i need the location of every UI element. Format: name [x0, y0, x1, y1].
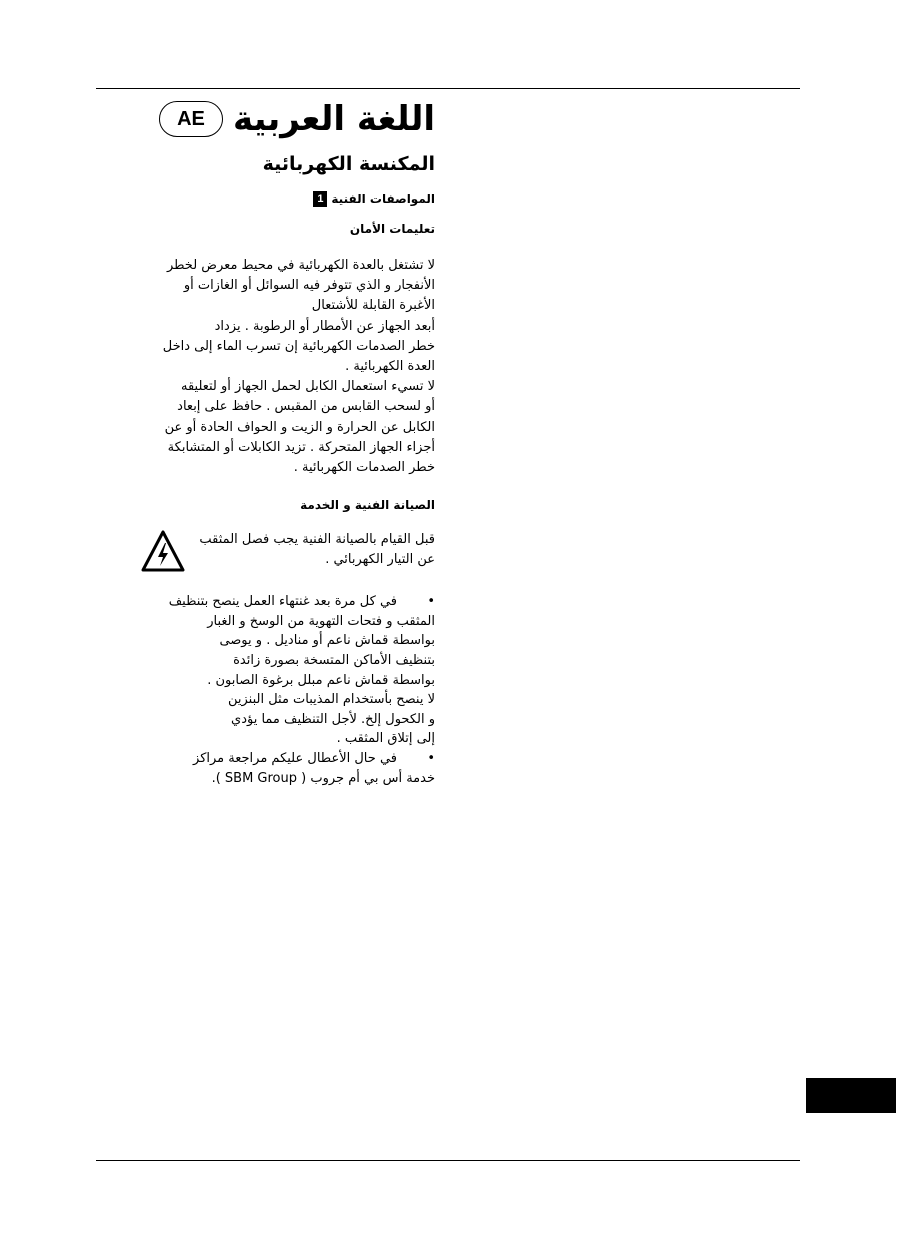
bullet-first-line: في حال الأعطال عليكم مراجعة مراكز [193, 750, 397, 766]
page-side-tab [806, 1078, 896, 1113]
safety-line: أجزاء الجهاز المتحركة . تزيد الكابلات أو المتشابكة [167, 439, 435, 455]
safety-text [130, 256, 435, 478]
safety-line: لا تشتغل بالعدة الكهربائية في محيط معرض لخطر [166, 258, 435, 273]
service-bullets [130, 592, 435, 788]
bullet-line: بواسطة قماش ناعم مبلل برغوة الصابون . [207, 672, 435, 688]
bullet-line: المثقب و فتحات التهوية من الوسخ و الغبار [207, 613, 435, 629]
bullet-line: و الكحول إلخ. لأجل التنظيف مما يؤدي [231, 711, 435, 727]
safety-line: أبعد الجهاز عن الأمطار أو الرطوبة . يزداد [214, 318, 435, 334]
bullet-item [130, 592, 435, 749]
safety-line: أو لسحب القابس من المقبس . حافظ على إبعاد [177, 399, 435, 415]
figure-number-badge: 1 [313, 191, 327, 207]
bullet-first-line: في كل مرة بعد غنتهاء العمل ينصح بتنظيف [168, 594, 397, 610]
bullet-line: خدمة أس بي أم جروب ( SBM Group ). [211, 770, 435, 786]
safety-line: العدة الكهربائية . [345, 359, 435, 375]
service-heading: الصيانة الفنية و الخدمة [300, 498, 435, 513]
safety-line: لا تسيء استعمال الكابل لحمل الجهاز أو لتعليقه [180, 379, 435, 395]
bullet-dot: • [427, 750, 435, 766]
electric-hazard-icon [141, 530, 185, 572]
safety-line: خطر الصدمات الكهربائية . [293, 460, 435, 476]
bullet-dot: • [427, 594, 435, 610]
safety-line: الكابل عن الحرارة و الزيت و الحواف الحادة أو عن [164, 419, 435, 435]
safety-line: الأغبرة القابلة للأشتعال [311, 298, 435, 314]
product-title: المكنسة الكهربائية [262, 153, 435, 175]
bullet-line: لا ينصح بأستخدام المذيبات مثل البنزين [227, 692, 435, 708]
bullet-line: إلى إتلاق المثقب . [336, 731, 435, 747]
safety-line: الأنفجار و الذي تتوفر فيه السوائل أو الغازات أو [183, 278, 435, 294]
language-code-badge: AE [159, 101, 223, 137]
safety-heading: تعليمات الأمان [349, 222, 435, 236]
bullet-line: بواسطة قماش ناعم أو مناديل . و يوصى [219, 633, 435, 649]
warning-block [130, 530, 435, 572]
specs-label: المواصفات الفنية [331, 192, 435, 206]
arabic-column [130, 92, 435, 788]
bullet-item [130, 749, 435, 788]
warning-line: قبل القيام بالصيانة الفنية يجب فصل المثقب [199, 532, 435, 548]
specs-heading [130, 190, 435, 208]
bullet-line: بتنظيف الأماكن المتسخة بصورة زائدة [233, 653, 435, 669]
top-rule [96, 88, 800, 89]
language-title: اللغة العربية [233, 99, 435, 139]
bottom-rule [96, 1160, 800, 1161]
warning-text [199, 530, 435, 570]
warning-line: عن التيار الكهربائي . [325, 552, 435, 568]
language-header [130, 92, 435, 146]
safety-line: خطر الصدمات الكهربائية إن تسرب الماء إلى داخل [162, 338, 435, 354]
